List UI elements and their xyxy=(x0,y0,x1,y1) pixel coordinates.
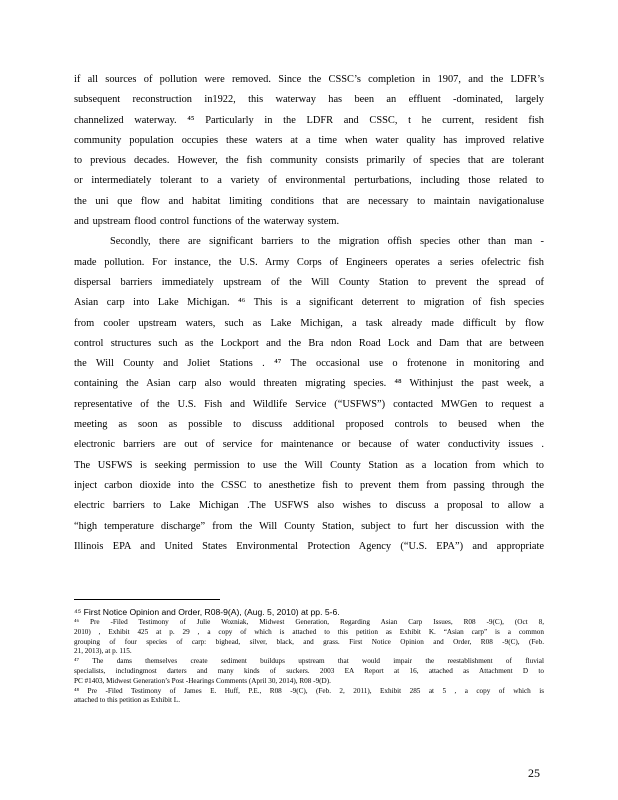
body-line: inject carbon dioxide into the CSSC to anesthetize fish to prevent them from passing through the xyxy=(74,479,544,491)
body-line: from cooler upstream waters, such as Lake Michigan, a task already made difficult by flow xyxy=(74,317,544,329)
body-line: community population occupies these waters at a time when water quality has improved relative xyxy=(74,134,544,146)
body-text xyxy=(74,70,544,557)
body-line: subsequent reconstruction in1922, this waterway has been an effluent -dominated, largely xyxy=(74,94,544,106)
body-line: electronic barriers are out of service for maintenance or because of water conductivity issues . xyxy=(74,439,544,451)
footnote-line: 21, 2013), at p. 115. xyxy=(74,647,132,656)
footnote-line: ⁴⁶ Pre -Filed Testimony of Julie Wozniak, Midwest Generation, Regarding Asian Carp Issues, R08 -9(C), (Oct 8, xyxy=(74,618,544,626)
body-line: “high temperature discharge” from the Will County Station, subject to furt her discussion with the xyxy=(74,520,544,532)
body-line: the uni que flow and habitat limiting conditions that are necessary to maintain navigationaluse xyxy=(74,195,544,207)
body-line: the Will County and Joliet Stations . ⁴⁷ The occasional use o frotenone in monitoring and xyxy=(74,358,544,370)
body-line: Secondly, there are significant barriers to the migration offish species other than man - xyxy=(110,236,544,248)
footnote-line: grouping of four species of carp: bighead, silver, black, and grass. First Notice Opinion and Order, R08 -9(C), (Feb. xyxy=(74,637,544,646)
body-line: channelized waterway. ⁴⁵ Particularly in the LDFR and CSSC, t he current, resident fish xyxy=(74,114,544,126)
body-line: to previous decades. However, the fish community consists primarily of species that are tolerant xyxy=(74,155,544,167)
footnote-separator xyxy=(74,599,220,600)
footnote-line: ⁴⁵ First Notice Opinion and Order, R08-9(A), (Aug. 5, 2010) at pp. 5-6. xyxy=(74,607,340,617)
body-line: and upstream flood control functions of the waterway system. xyxy=(74,216,340,228)
body-line: or intermediately tolerant to a variety of environmental perturbations, including those related to xyxy=(74,175,544,187)
footnote-line: specialists, includingmost darters and many kinds of suckers. 2003 EA Report at 16, attached as Attachment D to xyxy=(74,666,544,675)
page-number: 25 xyxy=(528,766,540,780)
body-line: containing the Asian carp also would threaten migrating species. ⁴⁸ Withinjust the past week, a xyxy=(74,378,544,390)
body-line: Illinois EPA and United States Environmental Protection Agency (“U.S. EPA”) and appropriate xyxy=(74,540,544,552)
footnote-line: 2010) , Exhibit 425 at p. 29 , a copy of which is attached to this petition as Exhibit K. “Asian carp” is a common xyxy=(74,627,544,636)
body-line: Asian carp into Lake Michigan. ⁴⁶ This is a significant deterrent to migration of fish species xyxy=(74,297,544,309)
body-line: made pollution. For instance, the U.S. Army Corps of Engineers operates a series ofelectric fish xyxy=(74,256,544,268)
body-line: electric barriers to Lake Michigan .The USFWS also wishes to discuss a proposal to allow a xyxy=(74,500,544,512)
footnotes xyxy=(74,606,544,706)
footnote-line: PC #1403, Midwest Generation’s Post -Hearings Comments (April 30, 2014), R08 -9(D). xyxy=(74,676,331,685)
body-line: dispersal barriers immediately upstream of the Will County Station to prevent the spread of xyxy=(74,276,544,288)
footnote-line: attached to this petition as Exhibit L. xyxy=(74,696,180,705)
body-line: if all sources of pollution were removed. Since the CSSC’s completion in 1907, and the LDFR’s xyxy=(74,74,544,85)
footnote-line: ⁴⁸ Pre -Filed Testimony of James E. Huff, P.E., R08 -9(C), (Feb. 2, 2011), Exhibit 285 at 5 , a copy of which is xyxy=(74,686,544,695)
body-line: The USFWS is seeking permission to use the Will County Station as a location from which to xyxy=(74,459,544,471)
body-line: representative of the U.S. Fish and Wildlife Service (“USFWS”) contacted MWGen to request a xyxy=(74,398,544,410)
body-line: control structures such as the Lockport and the Bra ndon Road Lock and Dam that are between xyxy=(74,337,544,349)
body-line: meeting as soon as possible to discuss additional proposed controls to beused when the xyxy=(74,419,544,431)
footnote-line: ⁴⁷ The dams themselves create sediment buildups upstream that would impair the reestablishment of fluvial xyxy=(74,657,544,666)
